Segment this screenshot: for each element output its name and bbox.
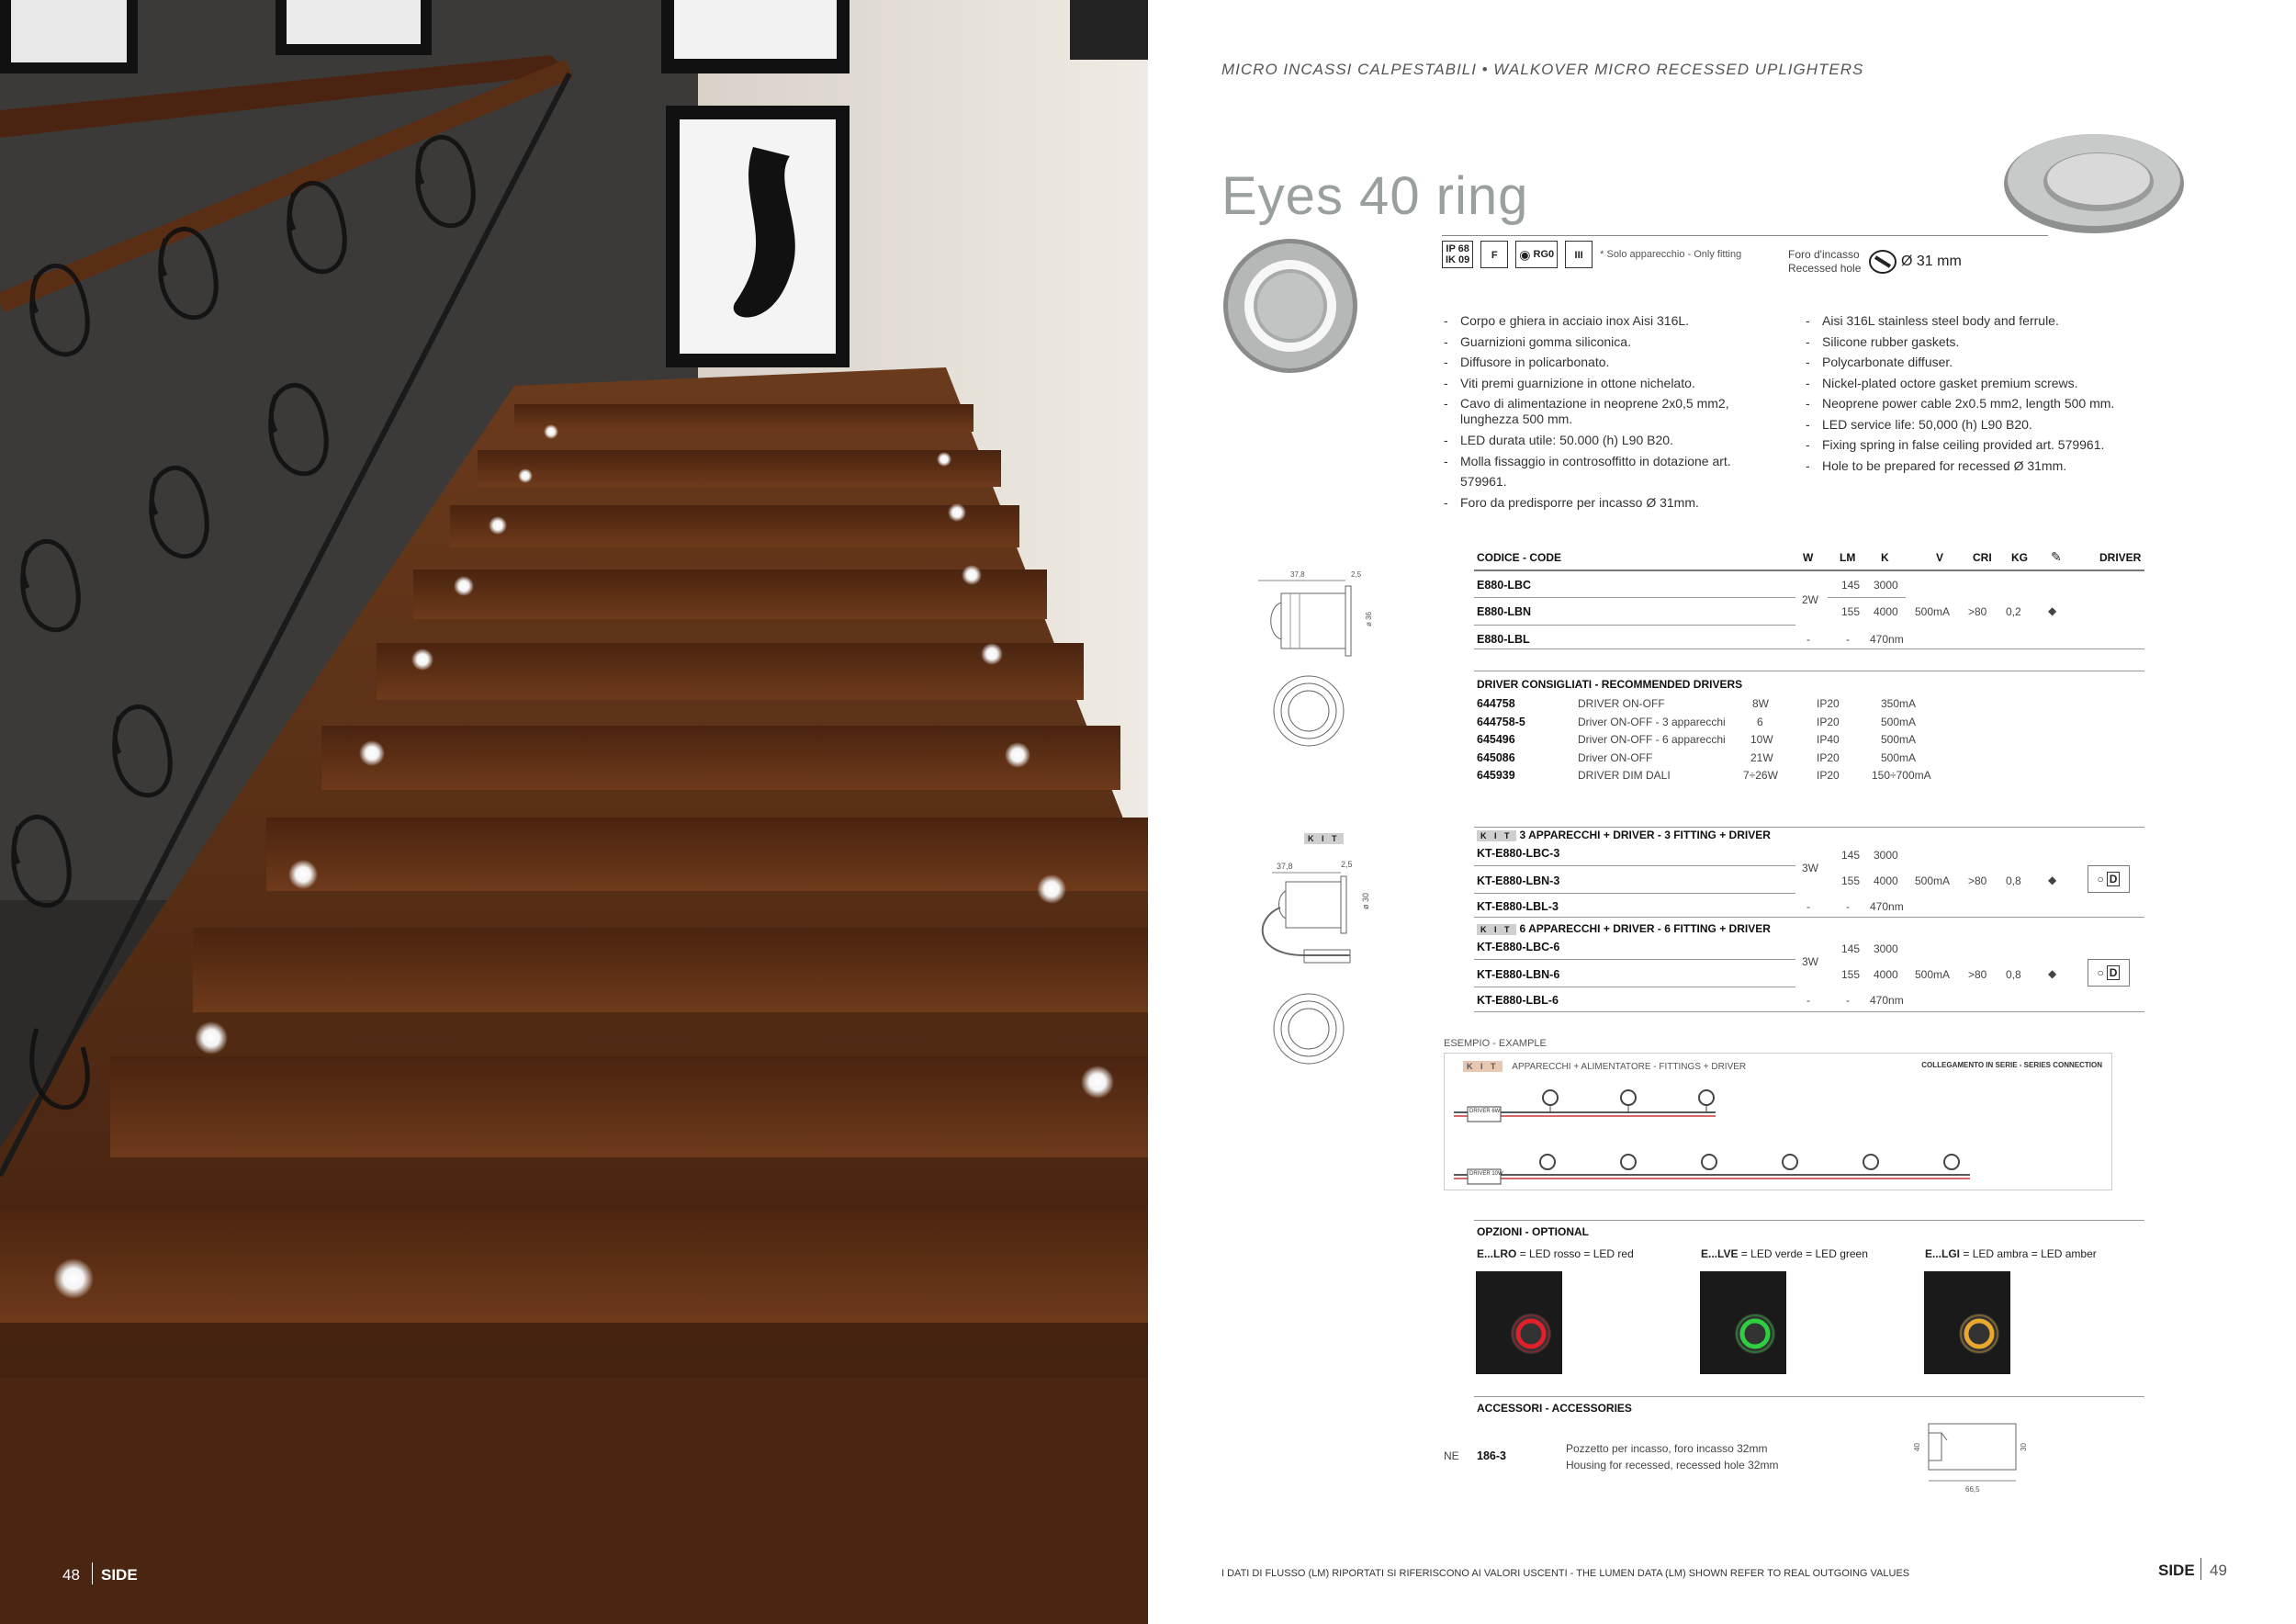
accessory-length-label: 66,5	[1965, 1485, 1980, 1494]
kit3-w: 3W	[1802, 862, 1818, 874]
kit-row-k: 4000	[1874, 968, 1898, 981]
kit6-title: K I T 6 APPARECCHI + DRIVER - 6 FITTING + DRIVER	[1477, 922, 1771, 935]
page-number-right: 49	[2210, 1562, 2227, 1579]
driver-row: 645086 Driver ON-OFF 21W IP20 500mA	[1477, 750, 1917, 764]
drivers-list	[1477, 695, 1991, 785]
accessory-height-label: 40	[1913, 1443, 1921, 1451]
footer-brand-left: SIDE	[101, 1566, 138, 1584]
col-driver: DRIVER	[2099, 551, 2142, 564]
connection-label: COLLEGAMENTO IN SERIE - SERIES CONNECTION	[1921, 1061, 2102, 1069]
feature-item: - Hole to be prepared for recessed Ø 31mm.	[1806, 456, 2136, 477]
kit3-driver-icon: ○ D	[2088, 865, 2130, 893]
table-v: 500mA	[1915, 605, 1951, 618]
example-label: K I T APPARECCHI + ALIMENTATORE - FITTINGS + DRIVER	[1463, 1061, 1746, 1072]
option-amber-label: E...LGI = LED ambra = LED amber	[1925, 1247, 2097, 1260]
recessed-hole-label: Foro d'incasso Recessed hole	[1788, 248, 1862, 275]
accessories-title: ACCESSORI - ACCESSORIES	[1477, 1402, 1632, 1415]
kit3-v: 500mA	[1915, 874, 1951, 887]
kit-row-k: 3000	[1874, 942, 1898, 955]
kit-dim-diameter-label: ø 30	[1361, 892, 1370, 909]
kit6-v: 500mA	[1915, 968, 1951, 981]
option-green-image	[1700, 1271, 1786, 1374]
feature-item: - Diffusore in policarbonato.	[1444, 352, 1774, 373]
table-row-k: 4000	[1874, 605, 1898, 618]
feature-item: - Cavo di alimentazione in neoprene 2x0,5 mm2, lunghezza 500 mm.	[1444, 393, 1774, 430]
kit-row-k: 470nm	[1870, 994, 1904, 1007]
option-green-label: E...LVE = LED verde = LED green	[1701, 1247, 1868, 1260]
fitting-note: * Solo apparecchio - Only fitting	[1600, 249, 1742, 260]
table-dot: ◆	[2048, 604, 2057, 617]
options-title: OPZIONI - OPTIONAL	[1477, 1225, 1589, 1238]
feature-item: - Molla fissaggio in controsoffitto in dotazione art. 579961.	[1444, 451, 1774, 492]
feature-item: - LED durata utile: 50.000 (h) L90 B20.	[1444, 430, 1774, 451]
kit-row-lm: 155	[1841, 968, 1861, 981]
kit-row-code: KT-E880-LBC-3	[1477, 847, 1560, 860]
feature-item: - Aisi 316L stainless steel body and ferrule.	[1806, 310, 2136, 332]
dim-diameter-label: ø 36	[1365, 611, 1373, 626]
kit6-w: 3W	[1802, 955, 1818, 968]
kit3-cri: >80	[1968, 874, 1987, 887]
table-row-code: E880-LBL	[1477, 633, 1530, 646]
option-red-image	[1476, 1271, 1562, 1374]
feature-item: - Foro da predisporre per incasso Ø 31mm.	[1444, 492, 1774, 513]
table-row-code: E880-LBC	[1477, 579, 1532, 592]
product-image-top	[2002, 129, 2186, 243]
series-title: MICRO INCASSI CALPESTABILI • WALKOVER MICRO RECESSED UPLIGHTERS	[1221, 61, 1864, 78]
page-number-left: 48	[62, 1566, 80, 1584]
accessory-drawing	[1910, 1413, 2030, 1500]
features-english	[1806, 310, 2136, 476]
table-cri: >80	[1968, 605, 1987, 618]
certification-icons	[1442, 241, 1741, 268]
feature-item: - Nickel-plated octore gasket premium screws.	[1806, 373, 2136, 394]
driver-a-label: DRIVER 6W	[1469, 1109, 1501, 1114]
f-mark-icon: F	[1480, 241, 1508, 268]
table-row-lm: 155	[1841, 605, 1861, 618]
footer-note: I DATI DI FLUSSO (LM) RIPORTATI SI RIFERISCONO AI VALORI USCENTI - THE LUMEN DATA (LM) SHOWN REFER TO REAL OUTGOING VALUES	[1221, 1568, 1910, 1579]
driver-row: 645939 DRIVER DIM DALI 7÷26W IP20 150÷700mA	[1477, 769, 1931, 782]
kit-row-lm: -	[1846, 900, 1850, 913]
driver-row: 644758-5 Driver ON-OFF - 3 apparecchi 6 IP20 500mA	[1477, 715, 1917, 728]
driver-brush-icon: ✎	[2051, 549, 2062, 564]
table-row-w: -	[1806, 633, 1810, 646]
kit-row-code: KT-E880-LBN-6	[1477, 968, 1560, 981]
kit3-kg: 0,8	[2006, 874, 2021, 887]
feature-item: - Corpo e ghiera in acciaio inox Aisi 316L.	[1444, 310, 1774, 332]
col-code: CODICE - CODE	[1477, 551, 1562, 564]
kit-dim-thickness-label: 2,5	[1341, 860, 1353, 869]
feature-item: - Viti premi guarnizione in ottone nichelato.	[1444, 373, 1774, 394]
feature-item: - Fixing spring in false ceiling provided art. 579961.	[1806, 434, 2136, 456]
kit-row-code: KT-E880-LBL-3	[1477, 900, 1559, 913]
dim-thickness-label: 2,5	[1351, 570, 1362, 579]
col-kg: KG	[2011, 551, 2028, 564]
wiring-example	[1444, 1053, 2112, 1190]
kit6-dot: ◆	[2048, 967, 2057, 980]
kit6-kg: 0,8	[2006, 968, 2021, 981]
product-page	[1148, 0, 2296, 1624]
kit-row-w: -	[1806, 900, 1810, 913]
product-table	[1477, 551, 2147, 661]
table-kg: 0,2	[2006, 605, 2021, 618]
table-row-k: 3000	[1874, 579, 1898, 592]
kit-row-lm: 145	[1841, 849, 1861, 862]
kit-row-lm: 145	[1841, 942, 1861, 955]
ip-rating-icon: IP 68 IK 09	[1442, 241, 1473, 268]
driver-row: 644758 DRIVER ON-OFF 8W IP20 350mA	[1477, 697, 1917, 710]
technical-drawing-side	[1254, 566, 1391, 773]
driver-row: 645496 Driver ON-OFF - 6 apparecchi 10W IP40 500mA	[1477, 733, 1917, 746]
kit-dim-width-label: 37,8	[1277, 862, 1293, 871]
kit-row-lm: -	[1846, 994, 1850, 1007]
example-title: ESEMPIO - EXAMPLE	[1444, 1038, 1547, 1049]
table-w: 2W	[1802, 593, 1818, 606]
feature-item: - LED service life: 50,000 (h) L90 B20.	[1806, 414, 2136, 435]
table-row-code: E880-LBN	[1477, 605, 1532, 618]
footer-brand-right: SIDE	[2158, 1562, 2195, 1579]
col-lm: LM	[1840, 551, 1856, 564]
photobiological-risk-icon: ◉ RG0	[1515, 241, 1558, 268]
kit-row-k: 3000	[1874, 849, 1898, 862]
feature-item: - Neoprene power cable 2x0.5 mm2, length 500 mm.	[1806, 393, 2136, 414]
kit-row-k: 470nm	[1870, 900, 1904, 913]
kit6-driver-icon: ○ D	[2088, 959, 2130, 987]
technical-drawing-kit	[1249, 854, 1387, 1079]
feature-item: - Polycarbonate diffuser.	[1806, 352, 2136, 373]
dim-width-label: 37,8	[1290, 570, 1305, 579]
kit-badge-drawing: K I T	[1304, 829, 1344, 846]
hole-saw-icon	[1868, 248, 1897, 280]
kit-row-code: KT-E880-LBC-6	[1477, 941, 1560, 953]
kit6-cri: >80	[1968, 968, 1987, 981]
col-w: W	[1803, 551, 1814, 564]
col-cri: CRI	[1973, 551, 1992, 564]
product-image-ring	[1221, 237, 1359, 379]
table-row-lm: -	[1846, 633, 1850, 646]
features-italian	[1444, 310, 1774, 513]
class-iii-icon: III	[1565, 241, 1593, 268]
feature-item: - Silicone rubber gaskets.	[1806, 332, 2136, 353]
drivers-title: DRIVER CONSIGLIATI - RECOMMENDED DRIVERS	[1477, 678, 1743, 691]
accessory-description: Pozzetto per incasso, foro incasso 32mm Housing for recessed, recessed hole 32mm	[1566, 1442, 1779, 1472]
feature-item: - Guarnizioni gomma siliconica.	[1444, 332, 1774, 353]
col-k: K	[1881, 551, 1889, 564]
table-row-k: 470nm	[1870, 633, 1904, 646]
col-v: V	[1936, 551, 1944, 564]
kit-row-lm: 155	[1841, 874, 1861, 887]
product-title: Eyes 40 ring	[1221, 166, 1529, 226]
kit-row-code: KT-E880-LBL-6	[1477, 994, 1559, 1007]
kit-row-k: 4000	[1874, 874, 1898, 887]
kit3-dot: ◆	[2048, 874, 2057, 886]
driver-b-label: DRIVER 10W	[1469, 1171, 1503, 1177]
table-row-lm: 145	[1841, 579, 1861, 592]
kit-row-w: -	[1806, 994, 1810, 1007]
recessed-hole-value: Ø 31 mm	[1901, 254, 1962, 269]
option-red-label: E...LRO = LED rosso = LED red	[1477, 1247, 1634, 1260]
accessory-code: 186-3	[1477, 1449, 1506, 1462]
option-amber-image	[1924, 1271, 2010, 1374]
kit-row-code: KT-E880-LBN-3	[1477, 874, 1560, 887]
accessory-finish: NE	[1444, 1449, 1459, 1462]
accessory-diameter-label: 30	[2020, 1443, 2028, 1451]
kit3-title: K I T 3 APPARECCHI + DRIVER - 3 FITTING + DRIVER	[1477, 829, 1771, 841]
